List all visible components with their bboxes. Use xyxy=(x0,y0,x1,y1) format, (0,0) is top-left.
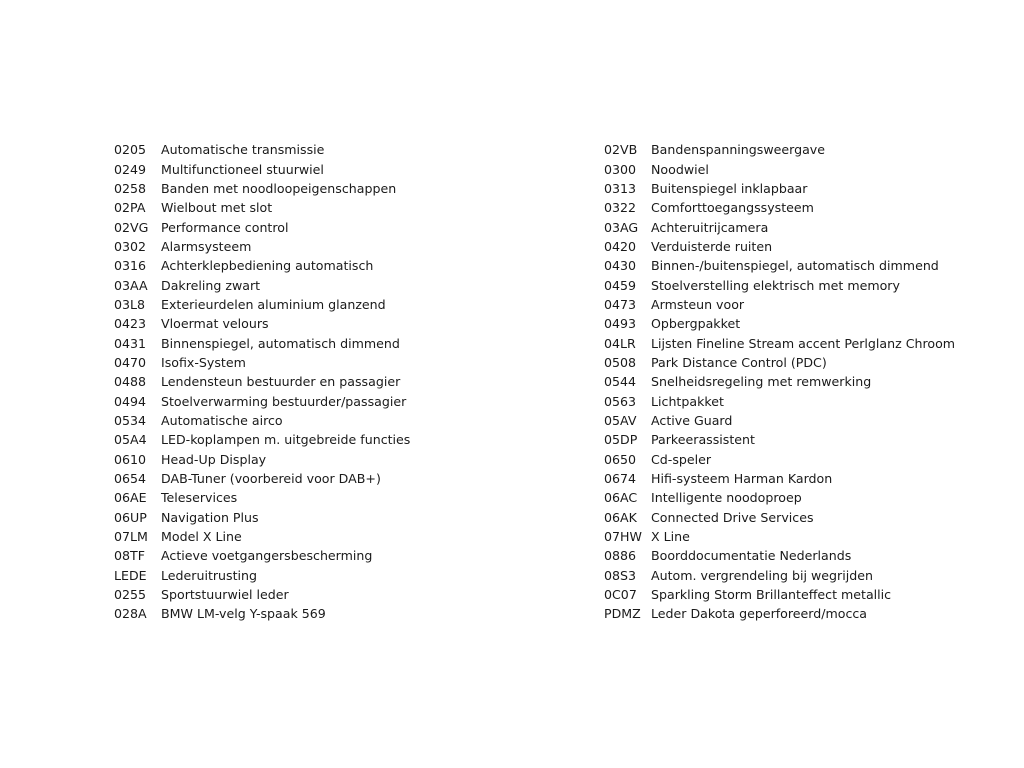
option-row xyxy=(604,198,955,217)
option-description: Binnenspiegel, automatisch dimmend xyxy=(161,335,400,351)
option-code: 04LR xyxy=(604,335,636,351)
option-code: 0255 xyxy=(114,587,147,603)
option-code: 028A xyxy=(114,606,147,622)
option-description: Sportstuurwiel leder xyxy=(161,587,289,603)
option-code: 0488 xyxy=(114,374,147,390)
option-code: 0493 xyxy=(604,316,637,332)
option-code: 0674 xyxy=(604,471,637,487)
option-row xyxy=(114,430,410,449)
option-row xyxy=(114,391,410,410)
option-description: Armsteun voor xyxy=(651,296,745,312)
option-row xyxy=(114,140,410,159)
option-code: 0508 xyxy=(604,354,637,370)
option-row xyxy=(604,527,955,546)
option-row xyxy=(114,256,410,275)
option-description: Stoelverwarming bestuurder/passagier xyxy=(161,393,407,409)
option-row xyxy=(604,430,955,449)
option-code: 0654 xyxy=(114,471,147,487)
option-code: 07LM xyxy=(114,529,148,545)
option-row xyxy=(604,353,955,372)
option-code: 03L8 xyxy=(114,296,146,312)
option-description: Connected Drive Services xyxy=(651,509,814,525)
option-description: Exterieurdelen aluminium glanzend xyxy=(161,296,386,312)
option-code: 02VG xyxy=(114,219,149,235)
option-code: 06UP xyxy=(114,509,147,525)
option-row xyxy=(114,159,410,178)
option-description: Multifunctioneel stuurwiel xyxy=(161,161,324,177)
option-description: Automatische airco xyxy=(161,412,283,428)
option-description: Active Guard xyxy=(651,412,733,428)
option-description: Hifi-systeem Harman Kardon xyxy=(651,471,833,487)
option-code: 0534 xyxy=(114,412,147,428)
option-description: Isofix-System xyxy=(161,354,246,370)
option-row xyxy=(604,256,955,275)
option-row xyxy=(604,140,955,159)
option-code: 0886 xyxy=(604,548,637,564)
option-row xyxy=(604,372,955,391)
option-row xyxy=(604,450,955,469)
option-row xyxy=(604,411,955,430)
option-row xyxy=(604,546,955,565)
option-code: 0300 xyxy=(604,161,637,177)
option-row xyxy=(114,295,410,314)
option-code: 08S3 xyxy=(604,567,637,583)
option-description: Lendensteun bestuurder en passagier xyxy=(161,374,401,390)
option-code: PDMZ xyxy=(604,606,641,622)
option-code: LEDE xyxy=(114,567,147,583)
option-description: Opbergpakket xyxy=(651,316,741,332)
option-code: 03AA xyxy=(114,277,148,293)
option-description: Lijsten Fineline Stream accent Perlglanz Chroom xyxy=(651,335,956,351)
option-description: Lederuitrusting xyxy=(161,567,258,583)
option-description: Autom. vergrendeling bij wegrijden xyxy=(651,567,873,583)
option-row xyxy=(604,217,955,236)
option-description: Model X Line xyxy=(161,529,242,545)
option-row xyxy=(114,411,410,430)
option-description: Head-Up Display xyxy=(161,451,267,467)
option-row xyxy=(604,469,955,488)
option-code: 0430 xyxy=(604,258,637,274)
option-code: 05DP xyxy=(604,432,638,448)
option-description: Actieve voetgangersbescherming xyxy=(161,548,373,564)
option-code: 0420 xyxy=(604,238,637,254)
option-code: 0494 xyxy=(114,393,147,409)
option-row xyxy=(114,488,410,507)
option-code: 0302 xyxy=(114,238,147,254)
option-code: 0459 xyxy=(604,277,637,293)
option-row xyxy=(604,508,955,527)
option-code: 06AE xyxy=(114,490,147,506)
option-description: LED-koplampen m. uitgebreide functies xyxy=(161,432,411,448)
option-row xyxy=(114,508,410,527)
option-description: Boorddocumentatie Nederlands xyxy=(651,548,852,564)
option-row xyxy=(114,566,410,585)
option-row xyxy=(604,314,955,333)
option-row xyxy=(604,179,955,198)
option-code: 0258 xyxy=(114,180,147,196)
option-row xyxy=(114,217,410,236)
option-code: 0313 xyxy=(604,180,637,196)
option-description: Comforttoegangssysteem xyxy=(651,200,814,216)
option-description: Dakreling zwart xyxy=(161,277,261,293)
option-code: 0563 xyxy=(604,393,637,409)
option-row xyxy=(114,546,410,565)
option-row xyxy=(114,275,410,294)
option-code: 03AG xyxy=(604,219,639,235)
option-description: Intelligente noodoproep xyxy=(651,490,802,506)
option-row xyxy=(114,314,410,333)
option-description: Bandenspanningsweergave xyxy=(651,142,826,158)
option-row xyxy=(114,604,410,623)
option-code: 0610 xyxy=(114,451,147,467)
option-description: Sparkling Storm Brillanteffect metallic xyxy=(651,587,892,603)
option-row xyxy=(114,333,410,352)
option-row xyxy=(114,237,410,256)
option-code: 02PA xyxy=(114,200,146,216)
option-row xyxy=(114,353,410,372)
option-code: 06AC xyxy=(604,490,638,506)
option-description: Buitenspiegel inklapbaar xyxy=(651,180,808,196)
option-row xyxy=(114,450,410,469)
option-code: 0249 xyxy=(114,161,147,177)
option-description: Alarmsysteem xyxy=(161,238,252,254)
options-column-right xyxy=(604,140,955,624)
option-description: BMW LM-velg Y-spaak 569 xyxy=(161,606,326,622)
option-code: 05A4 xyxy=(114,432,147,448)
option-description: Navigation Plus xyxy=(161,509,259,525)
option-row xyxy=(604,237,955,256)
option-row xyxy=(604,333,955,352)
option-code: 0205 xyxy=(114,142,147,158)
option-description: Leder Dakota geperforeerd/mocca xyxy=(651,606,868,622)
option-code: 0650 xyxy=(604,451,637,467)
option-description: Parkeerassistent xyxy=(651,432,755,448)
option-row xyxy=(114,585,410,604)
option-description: Park Distance Control (PDC) xyxy=(651,354,827,370)
option-description: Snelheidsregeling met remwerking xyxy=(651,374,872,390)
option-code: 07HW xyxy=(604,529,642,545)
option-code: 0431 xyxy=(114,335,147,351)
option-description: Achterklepbediening automatisch xyxy=(161,258,374,274)
option-row xyxy=(604,566,955,585)
option-description: Vloermat velours xyxy=(161,316,269,332)
option-code: 0470 xyxy=(114,354,147,370)
option-description: Verduisterde ruiten xyxy=(651,238,773,254)
option-code: 0316 xyxy=(114,258,147,274)
option-code: 0473 xyxy=(604,296,637,312)
option-description: X Line xyxy=(651,529,690,545)
option-row xyxy=(114,179,410,198)
option-description: Noodwiel xyxy=(651,161,709,177)
option-code: 08TF xyxy=(114,548,145,564)
option-description: Automatische transmissie xyxy=(161,142,325,158)
option-row xyxy=(604,604,955,623)
option-code: 0544 xyxy=(604,374,637,390)
option-description: Cd-speler xyxy=(651,451,712,467)
option-row xyxy=(114,372,410,391)
option-code: 0423 xyxy=(114,316,147,332)
option-description: DAB-Tuner (voorbereid voor DAB+) xyxy=(161,471,381,487)
option-description: Lichtpakket xyxy=(651,393,724,409)
option-row xyxy=(604,295,955,314)
option-description: Wielbout met slot xyxy=(161,200,273,216)
option-description: Binnen-/buitenspiegel, automatisch dimmend xyxy=(651,258,939,274)
option-description: Performance control xyxy=(161,219,289,235)
option-row xyxy=(114,469,410,488)
option-description: Achteruitrijcamera xyxy=(651,219,769,235)
option-code: 0322 xyxy=(604,200,637,216)
option-description: Teleservices xyxy=(161,490,238,506)
options-column-left xyxy=(114,140,410,624)
option-code: 05AV xyxy=(604,412,637,428)
option-row xyxy=(114,198,410,217)
option-row xyxy=(604,391,955,410)
option-code: 02VB xyxy=(604,142,638,158)
option-row xyxy=(604,159,955,178)
option-row xyxy=(604,275,955,294)
option-description: Stoelverstelling elektrisch met memory xyxy=(651,277,900,293)
option-code: 06AK xyxy=(604,509,637,525)
option-row xyxy=(114,527,410,546)
option-row xyxy=(604,488,955,507)
option-description: Banden met noodloopeigenschappen xyxy=(161,180,397,196)
option-row xyxy=(604,585,955,604)
option-code: 0C07 xyxy=(604,587,637,603)
